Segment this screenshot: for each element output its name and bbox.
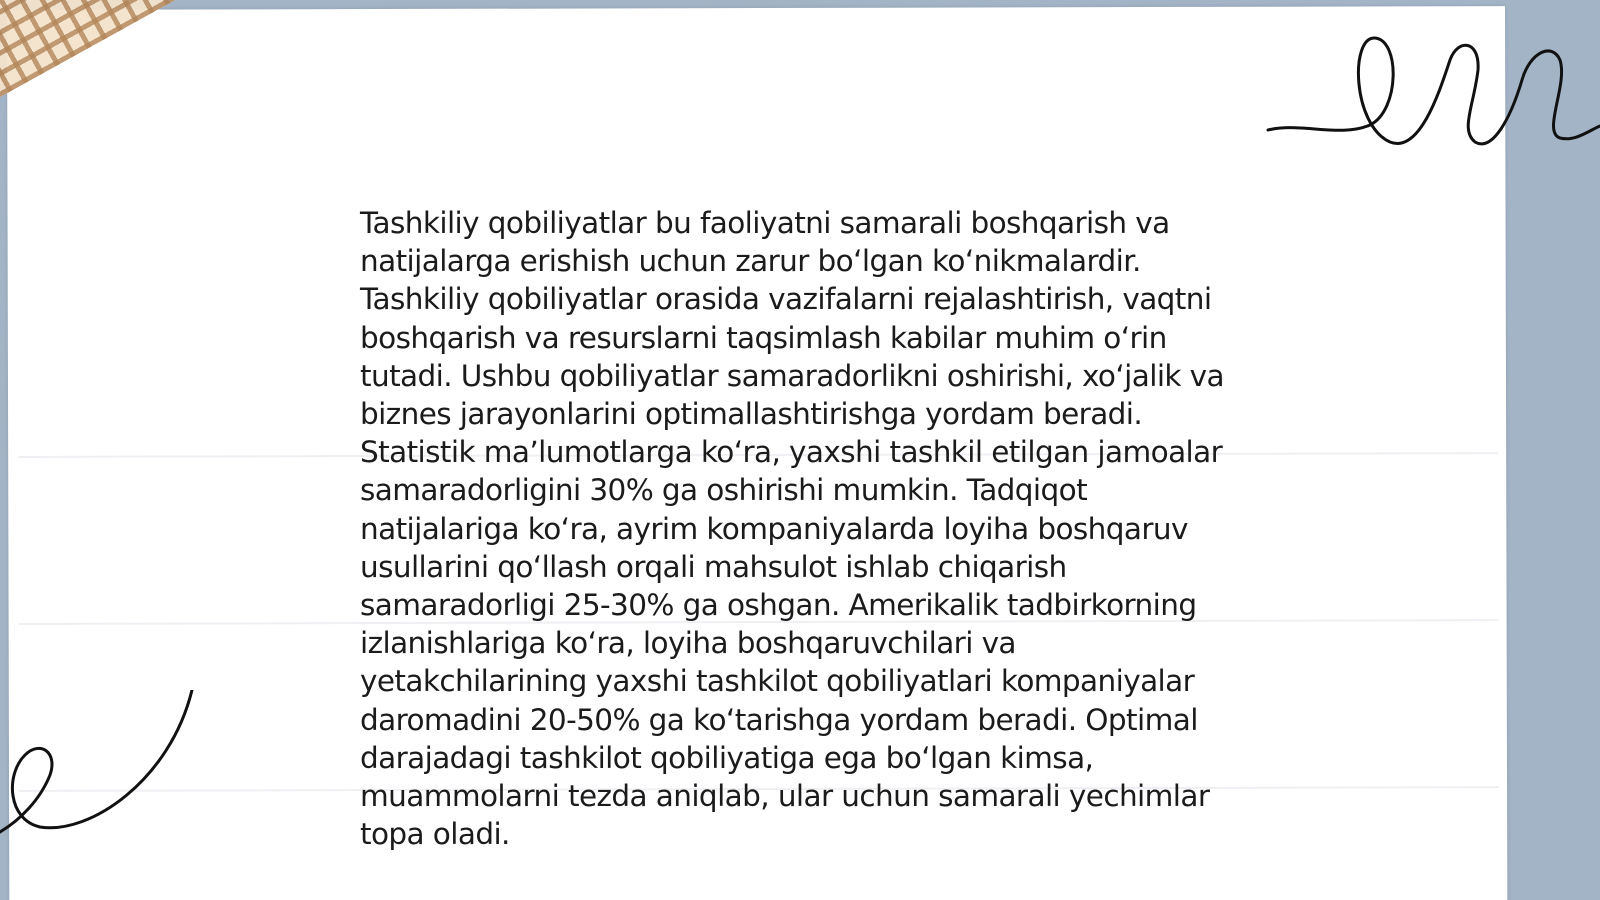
swirl-scribble-icon bbox=[0, 690, 200, 840]
paragraph: Statistik maʼlumotlarga koʻra, yaxshi tashkil etilgan jamoalar samaradorligini 30% ga oshirishi mumkin. Tadqiqot natijalariga koʻra, ayrim kompaniyalarda loyiha boshqaruv usullarini qoʻllash orqali mahsulot ishlab chiqarish samaradorligi 25-30% ga oshgan. Amerikalik tadbirkorning izlanishlariga koʻra, loyiha boshqaruvchilari va yetakchilarining yaxshi tashkilot qobiliyatlari kompaniyalar daromadini 20-50% ga koʻtarishga yordam beradi. Optimal darajadagi tashkilot qobiliyatiga ega boʻlgan kimsa, muammolarni tezda aniqlab, ular uchun samarali yechimlar topa oladi. bbox=[360, 435, 1223, 852]
loop-scribble-icon bbox=[1260, 30, 1600, 170]
body-text bbox=[360, 204, 1240, 853]
paragraph: Tashkiliy qobiliyatlar bu faoliyatni samarali boshqarish va natijalarga erishish uchun zarur boʻlgan koʻnikmalardir. Tashkiliy qobiliyatlar orasida vazifalarni rejalashtirish, vaqtni boshqarish va resurslarni taqsimlash kabilar muhim oʻrin tutadi. Ushbu qobiliyatlar samaradorlikni oshirishi, xoʻjalik va biznes jarayonlarini optimallashtirishga yordam beradi. bbox=[360, 206, 1225, 432]
gingham-tape-strip bbox=[0, 0, 520, 101]
